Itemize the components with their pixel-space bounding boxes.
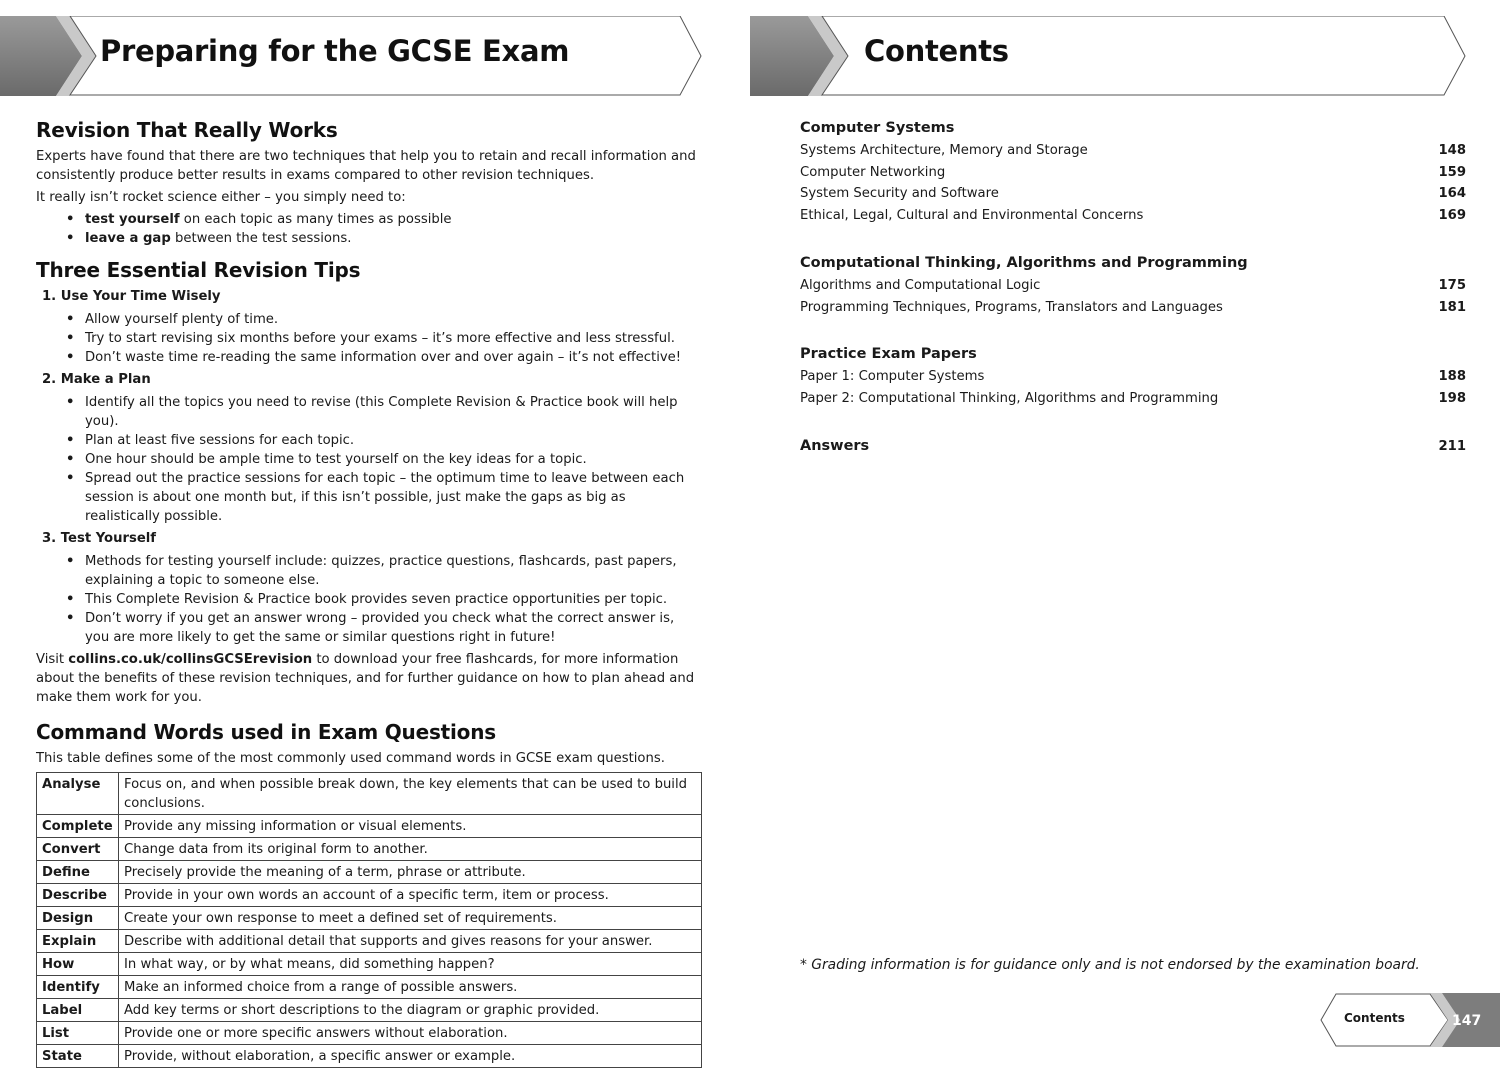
toc-section-heading: Computational Thinking, Algorithms and Programming: [800, 254, 1248, 271]
left-content: [36, 118, 702, 1068]
command-definition: Change data from its original form to another.: [119, 838, 702, 861]
toc-section-heading: Practice Exam Papers: [800, 346, 977, 363]
toc-entry-page: 175: [1438, 277, 1466, 293]
command-word: Design: [37, 907, 119, 930]
toc-entry-page: 181: [1438, 299, 1466, 315]
command-definition: Provide any missing information or visual elements.: [119, 815, 702, 838]
command-words-table: [36, 772, 702, 1068]
table-row: [37, 815, 702, 838]
left-banner: [0, 16, 702, 96]
list-item: • One hour should be ample time to test yourself on the key ideas for a topic.: [85, 450, 702, 469]
revision-lead: It really isn’t rocket science either – you simply need to:: [36, 190, 406, 205]
tip-bullets: [36, 552, 702, 647]
command-words-intro: This table defines some of the most commonly used command words in GCSE exam questions.: [36, 751, 665, 766]
command-word: Describe: [37, 884, 119, 907]
tip-bullets: [36, 393, 702, 526]
toc-section: [800, 253, 1466, 318]
command-word: Identify: [37, 976, 119, 999]
toc-entry[interactable]: [800, 275, 1466, 297]
table-row: [37, 773, 702, 815]
command-definition: Provide, without elaboration, a specific answer or example.: [119, 1045, 702, 1068]
list-item: • leave a gap between the test sessions.: [85, 229, 702, 248]
table-row: [37, 907, 702, 930]
toc-entry[interactable]: [800, 162, 1466, 184]
toc-entry-title: Computer Networking: [800, 164, 946, 180]
toc-entry[interactable]: [800, 388, 1466, 410]
left-page: [0, 0, 740, 1064]
table-row: [37, 999, 702, 1022]
page-number: 147: [1452, 1013, 1482, 1029]
page-title: Preparing for the GCSE Exam: [100, 34, 570, 68]
list-item: • This Complete Revision & Practice book provides seven practice opportunities per topic.: [85, 590, 702, 609]
list-item: • Identify all the topics you need to revise (this Complete Revision & Practice book will help you).: [85, 393, 702, 431]
toc-entry-page: 188: [1438, 369, 1466, 385]
table-row: [37, 1022, 702, 1045]
toc-entry-page: 198: [1438, 390, 1466, 406]
toc-entry-title: Ethical, Legal, Cultural and Environmental Concerns: [800, 208, 1144, 224]
command-word: Convert: [37, 838, 119, 861]
toc-entry-title: Paper 1: Computer Systems: [800, 369, 985, 385]
command-definition: In what way, or by what means, did something happen?: [119, 953, 702, 976]
list-item: • Don’t waste time re-reading the same information over and over again – it’s not effective!: [85, 348, 702, 367]
revision-intro: Experts have found that there are two techniques that help you to retain and recall information and consistently produce better results in exams compared to other revision techniques.: [36, 149, 696, 183]
toc-entry-page: 159: [1438, 164, 1466, 180]
toc-section: [800, 118, 1466, 227]
table-of-contents: [800, 118, 1466, 456]
toc-entry[interactable]: [800, 140, 1466, 162]
toc-answers[interactable]: [800, 436, 1466, 456]
toc-entry-title: Algorithms and Computational Logic: [800, 277, 1041, 293]
toc-section: [800, 344, 1466, 409]
toc-section-heading: Computer Systems: [800, 120, 955, 136]
footnote: * Grading information is for guidance only and is not endorsed by the examination board.: [800, 957, 1420, 973]
command-definition: Precisely provide the meaning of a term, phrase or attribute.: [119, 861, 702, 884]
command-words-heading: Command Words used in Exam Questions: [36, 720, 496, 744]
list-item: • Plan at least five sessions for each topic.: [85, 431, 702, 450]
command-word: Analyse: [37, 773, 119, 815]
command-word: List: [37, 1022, 119, 1045]
tip-bullets: [36, 310, 702, 367]
command-definition: Create your own response to meet a defined set of requirements.: [119, 907, 702, 930]
right-page: [750, 0, 1500, 1061]
table-row: [37, 953, 702, 976]
command-definition: Add key terms or short descriptions to the diagram or graphic provided.: [119, 999, 702, 1022]
table-row: [37, 884, 702, 907]
toc-entry-title: Programming Techniques, Programs, Translators and Languages: [800, 299, 1223, 315]
page-tab: [1320, 993, 1500, 1047]
command-definition: Make an informed choice from a range of possible answers.: [119, 976, 702, 999]
tip-title: 3. Test Yourself: [42, 531, 157, 546]
command-word: Define: [37, 861, 119, 884]
list-item: • Don’t worry if you get an answer wrong – provided you check what the correct answer is, you are more likely to get the same or similar questions right in future!: [85, 609, 702, 647]
page-tab-label: Contents: [1344, 1011, 1405, 1025]
tip-title: 2. Make a Plan: [42, 372, 151, 387]
list-item: • Try to start revising six months before your exams – it’s more effective and less stressful.: [85, 329, 702, 348]
contents-title: Contents: [864, 34, 1009, 68]
toc-answers-page: 211: [1438, 438, 1466, 454]
table-row: [37, 1045, 702, 1068]
command-definition: Provide in your own words an account of a specific term, item or process.: [119, 884, 702, 907]
visit-paragraph: Visit collins.co.uk/collinsGCSErevision to download your free flashcards, for more information about the benefits of these revision techniques, and for further guidance on how to plan ahead and make them work for you.: [36, 652, 695, 705]
list-item: • Allow yourself plenty of time.: [85, 310, 702, 329]
revision-heading: Revision That Really Works: [36, 118, 338, 142]
toc-entry[interactable]: [800, 366, 1466, 388]
command-definition: Focus on, and when possible break down, the key elements that can be used to build conclusions.: [119, 773, 702, 815]
command-definition: Describe with additional detail that supports and gives reasons for your answer.: [119, 930, 702, 953]
toc-entry-title: System Security and Software: [800, 186, 999, 202]
right-banner: [750, 16, 1466, 96]
tip-title: 1. Use Your Time Wisely: [42, 289, 221, 304]
toc-entry[interactable]: [800, 297, 1466, 319]
toc-answers-heading: Answers: [800, 437, 870, 454]
toc-entry-title: Systems Architecture, Memory and Storage: [800, 143, 1088, 158]
toc-entry[interactable]: [800, 183, 1466, 205]
command-word: Explain: [37, 930, 119, 953]
toc-entry-page: 164: [1438, 186, 1466, 202]
tips-heading: Three Essential Revision Tips: [36, 258, 361, 282]
table-row: [37, 838, 702, 861]
table-row: [37, 976, 702, 999]
command-word: How: [37, 953, 119, 976]
revision-points: [36, 210, 702, 248]
toc-entry[interactable]: [800, 205, 1466, 227]
list-item: • test yourself on each topic as many times as possible: [85, 210, 702, 229]
table-row: [37, 930, 702, 953]
revision-link[interactable]: collins.co.uk/collinsGCSErevision: [68, 652, 313, 667]
command-definition: Provide one or more specific answers without elaboration.: [119, 1022, 702, 1045]
toc-entry-title: Paper 2: Computational Thinking, Algorithms and Programming: [800, 390, 1219, 406]
toc-entry-page: 169: [1438, 208, 1466, 224]
command-word: Label: [37, 999, 119, 1022]
toc-entry-page: 148: [1438, 143, 1466, 158]
banner-shape: [750, 16, 1466, 96]
command-word: Complete: [37, 815, 119, 838]
list-item: • Methods for testing yourself include: quizzes, practice questions, flashcards, past papers, explaining a topic to someone else.: [85, 552, 702, 590]
command-word: State: [37, 1045, 119, 1068]
table-row: [37, 861, 702, 884]
list-item: • Spread out the practice sessions for each topic – the optimum time to leave between each session is about one month but, if this isn’t possible, just make the gaps as big as realistically possible.: [85, 469, 702, 526]
